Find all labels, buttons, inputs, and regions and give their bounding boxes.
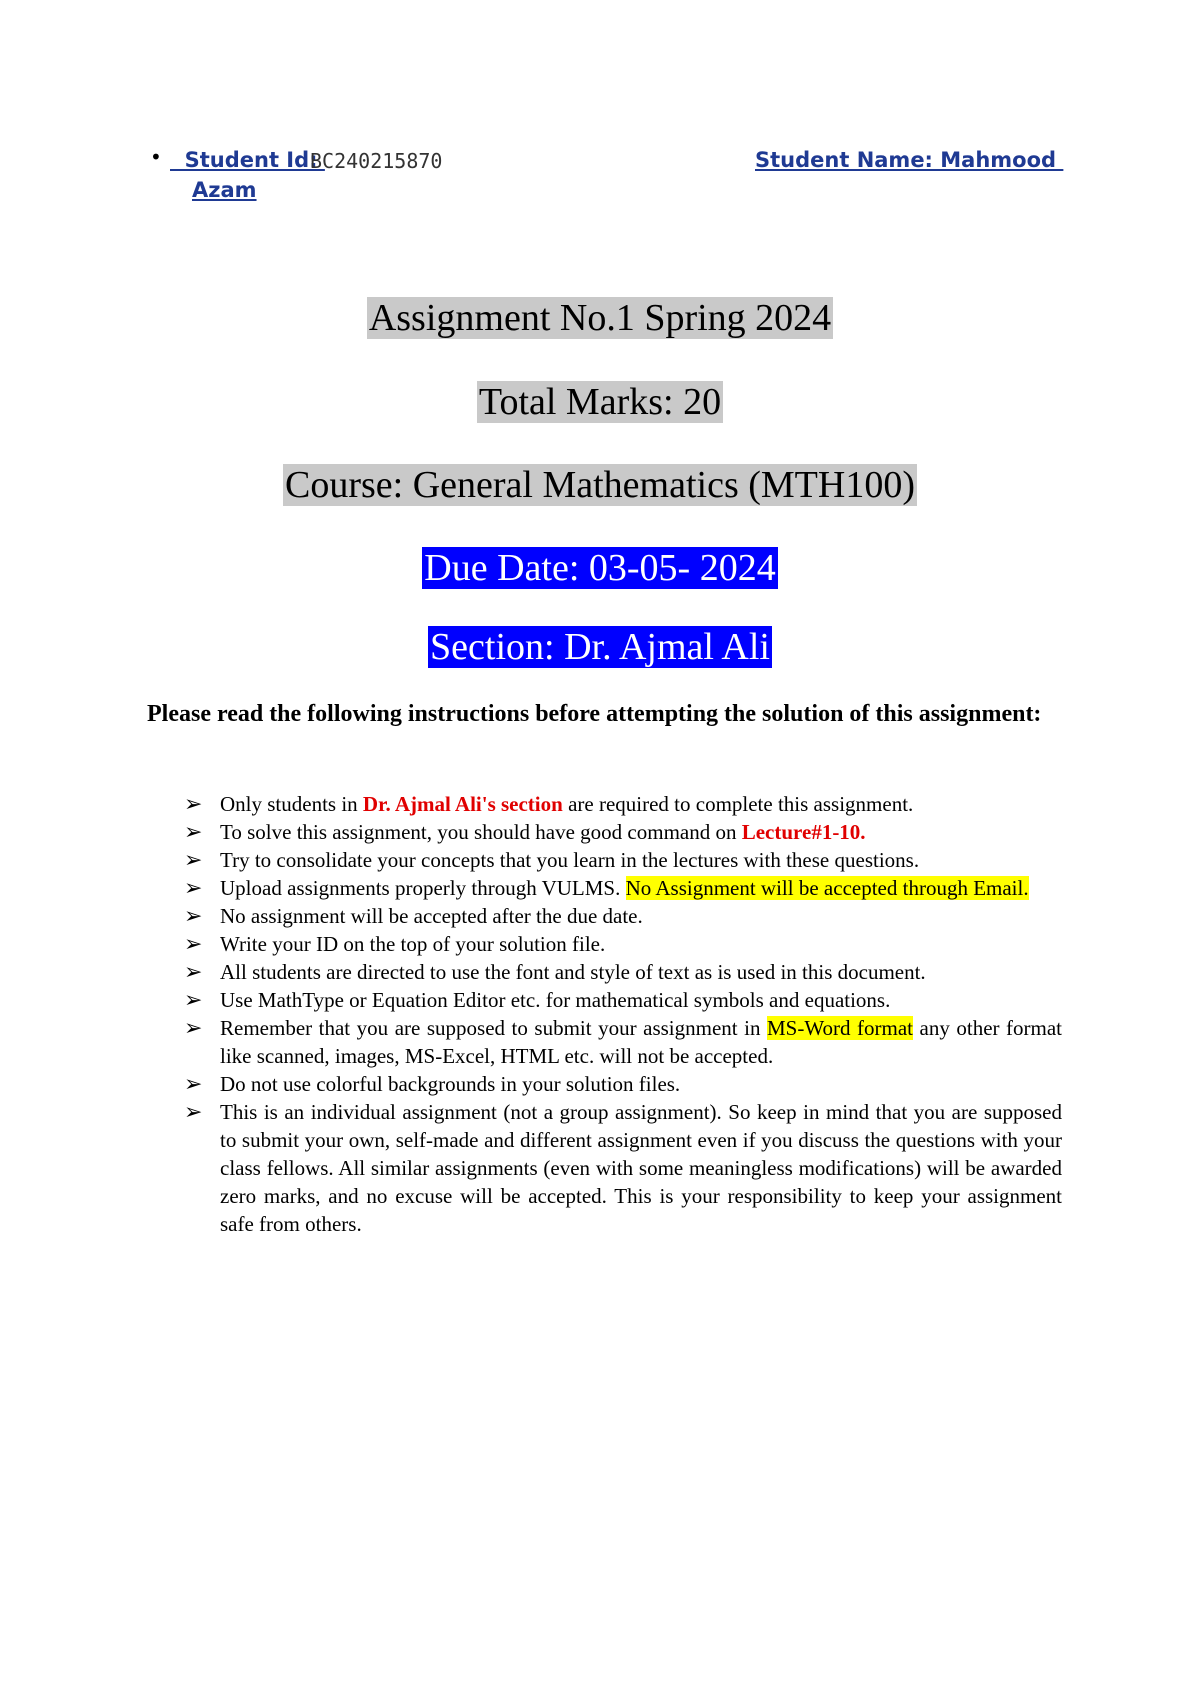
arrow-bullet-icon: ➢: [184, 959, 203, 984]
list-item: [182, 902, 1062, 930]
list-item: [182, 874, 1062, 902]
course-title-text: Course: General Mathematics (MTH100): [285, 464, 915, 506]
instruction-highlight: MS-Word format: [767, 1016, 913, 1040]
list-item: [182, 846, 1062, 874]
instructions-list: [182, 790, 1062, 1238]
list-item: [182, 1070, 1062, 1098]
section-title-text: Section: Dr. Ajmal Ali: [430, 626, 770, 668]
list-item: [182, 1098, 1062, 1238]
list-item: [182, 986, 1062, 1014]
instruction-highlight: No Assignment will be accepted through Email.: [625, 876, 1029, 900]
instruction-text: Try to consolidate your concepts that you learn in the lectures with these questions.: [220, 848, 920, 872]
arrow-bullet-icon: ➢: [184, 931, 203, 956]
due-date: [0, 548, 1200, 590]
arrow-bullet-icon: ➢: [184, 847, 203, 872]
course-title: [0, 465, 1200, 507]
instruction-text: Upload assignments properly through VULMS.: [220, 876, 626, 900]
instruction-text: Remember that you are supposed to submit your assignment in: [220, 1016, 767, 1040]
arrow-bullet-icon: ➢: [184, 1099, 203, 1124]
instructions-intro: Please read the following instructions before attempting the solution of this assignment:: [147, 701, 1042, 727]
instruction-emphasis: Dr. Ajmal Ali's section: [362, 792, 563, 816]
student-header: [150, 145, 1064, 215]
due-date-text: Due Date: 03-05- 2024: [424, 547, 776, 589]
instruction-text: This is an individual assignment (not a group assignment). So keep in mind that you are supposed to submit your own, self-made and different assignment even if you discuss the questions with your class fellows. All similar assignments (even with some meaningless modifications) will be awarded zero marks, and no excuse will be accepted. This is your responsibility to keep your assignment safe from others.: [220, 1100, 1062, 1236]
student-name-label: Student Name: Mahmood: [755, 148, 1064, 172]
instruction-text: any other format like scanned, images, MS-Excel, HTML etc. will not be accepted.: [220, 1016, 1063, 1068]
instruction-text: No assignment will be accepted after the due date.: [220, 904, 643, 928]
arrow-bullet-icon: ➢: [184, 875, 203, 900]
instruction-text: are required to complete this assignment.: [562, 792, 914, 816]
instruction-text: Use MathType or Equation Editor etc. for mathematical symbols and equations.: [220, 988, 891, 1012]
arrow-bullet-icon: ➢: [184, 1071, 203, 1096]
instruction-text: Do not use colorful backgrounds in your solution files.: [220, 1072, 681, 1096]
list-item: [182, 958, 1062, 986]
total-marks: [0, 382, 1200, 424]
total-marks-text: Total Marks: 20: [478, 381, 722, 423]
list-item: [182, 790, 1062, 818]
arrow-bullet-icon: ➢: [184, 791, 203, 816]
instruction-emphasis: Lecture#1-10.: [741, 820, 866, 844]
list-item: [182, 1014, 1062, 1070]
arrow-bullet-icon: ➢: [184, 819, 203, 844]
instruction-text: Write your ID on the top of your solution file.: [220, 932, 606, 956]
list-item: [182, 818, 1062, 846]
instruction-text: Only students in: [220, 792, 363, 816]
student-id-label: Student Id:: [170, 148, 325, 172]
list-item: [182, 930, 1062, 958]
section-title: [0, 627, 1200, 669]
arrow-bullet-icon: ➢: [184, 1015, 203, 1040]
assignment-title-text: Assignment No.1 Spring 2024: [368, 297, 832, 339]
arrow-bullet-icon: ➢: [184, 987, 203, 1012]
student-name-continued: Azam: [192, 178, 257, 202]
instruction-text: To solve this assignment, you should have good command on: [220, 820, 742, 844]
assignment-title: [0, 298, 1200, 340]
instruction-text: All students are directed to use the font and style of text as is used in this document.: [220, 960, 926, 984]
student-id-value: BC240215870: [310, 149, 443, 173]
arrow-bullet-icon: ➢: [184, 903, 203, 928]
header-bullet: •: [150, 145, 162, 169]
